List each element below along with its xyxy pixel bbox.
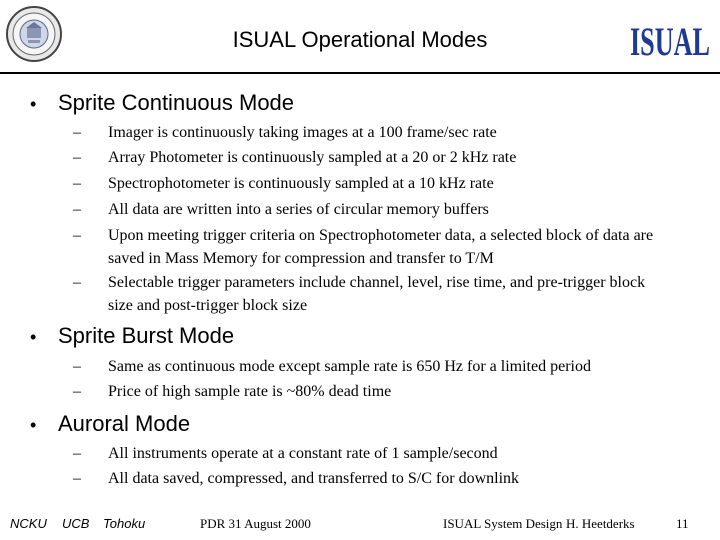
list-item: – Selectable trigger parameters include channel, level, rise time, and pre-trigger block size and post-trigger block size	[73, 274, 646, 314]
svg-text:ISUAL: ISUAL	[630, 19, 710, 62]
page-title: ISUAL Operational Modes	[232, 27, 488, 52]
isual-logo	[628, 18, 712, 62]
section-heading: • Auroral Mode	[30, 411, 191, 436]
footer-org-tohoku: Tohoku	[103, 516, 146, 531]
list-item: – All data are written into a series of circular memory buffers	[73, 201, 489, 218]
footer-doc-title: ISUAL System Design	[443, 516, 563, 531]
footer-author: H. Heetderks	[566, 516, 635, 531]
list-item: – All data saved, compressed, and transferred to S/C for downlink	[73, 470, 520, 487]
footer-review: PDR 31 August 2000	[200, 516, 311, 531]
list-item: – Array Photometer is continuously sampled at a 20 or 2 kHz rate	[73, 149, 517, 166]
list-item: – Upon meeting trigger criteria on Spectrophotometer data, a selected block of data are saved in Mass Memory for compression and transfer to T/M	[73, 227, 654, 267]
header-divider	[0, 72, 720, 74]
footer-org-ucb: UCB	[62, 516, 90, 531]
footer-org-ncku: NCKU	[10, 516, 47, 531]
list-item: – All instruments operate at a constant rate of 1 sample/second	[73, 445, 498, 462]
list-item: – Imager is continuously taking images at a 100 frame/sec rate	[73, 124, 497, 141]
section-heading: • Sprite Burst Mode	[30, 323, 235, 348]
list-item: – Spectrophotometer is continuously sampled at a 10 kHz rate	[73, 175, 494, 192]
page-number: 11	[676, 516, 689, 531]
section-heading: • Sprite Continuous Mode	[30, 90, 295, 115]
list-item: – Same as continuous mode except sample rate is 650 Hz for a limited period	[73, 358, 591, 375]
list-item: – Price of high sample rate is ~80% dead time	[73, 383, 392, 400]
